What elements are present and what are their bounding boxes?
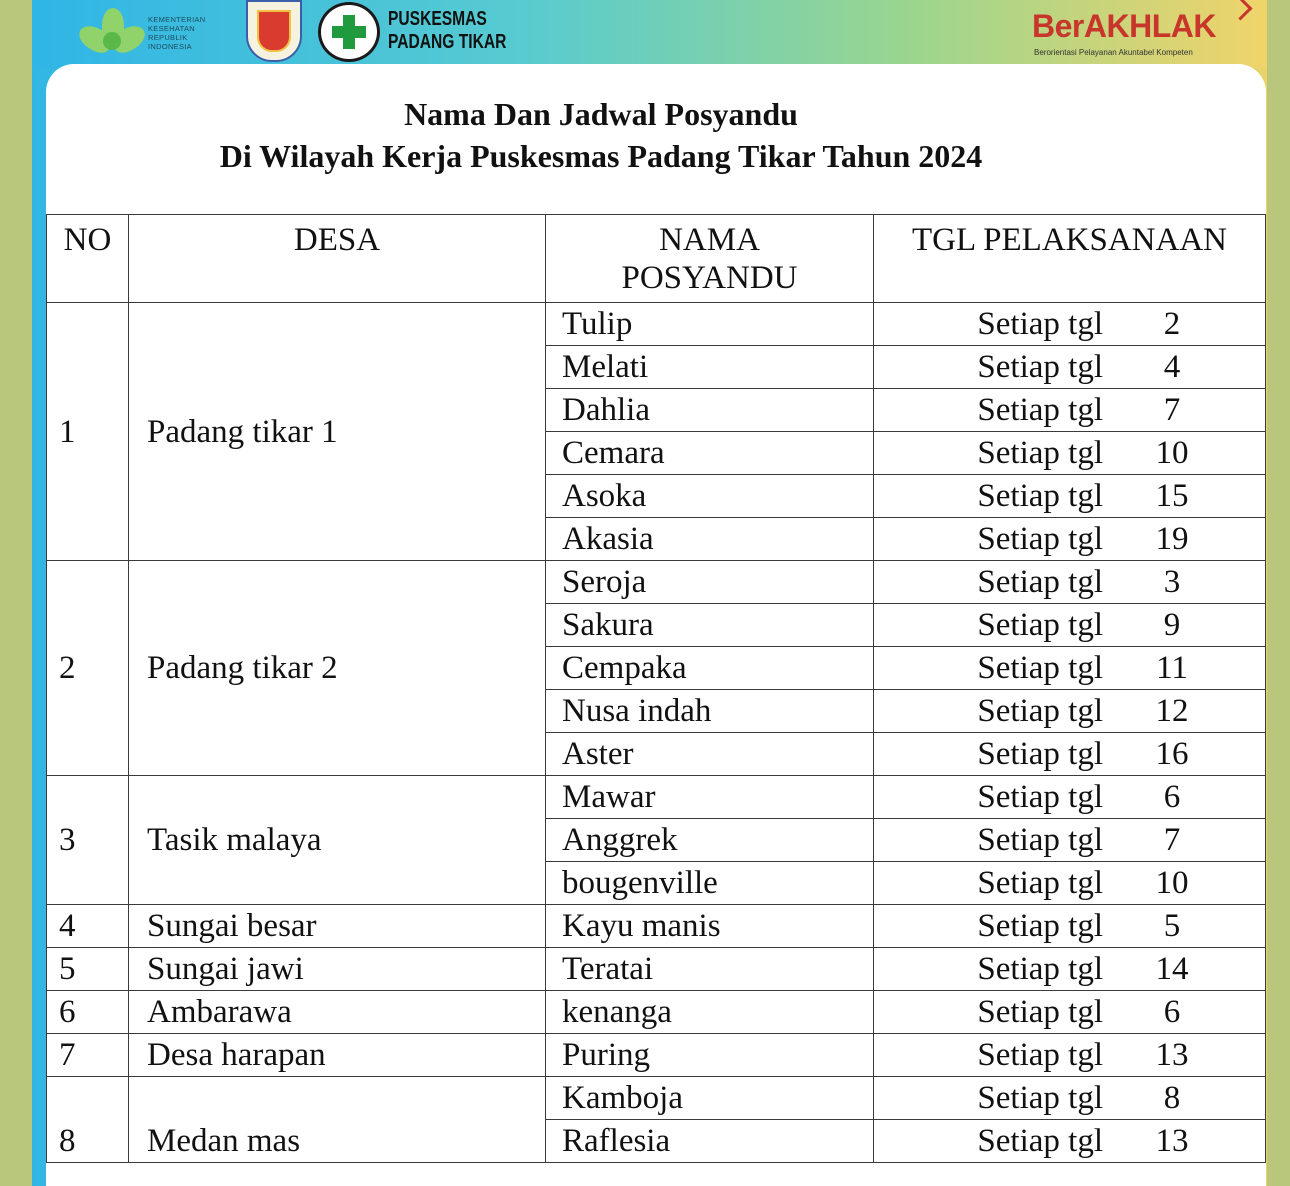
- cell-nama-posyandu: Cempaka: [546, 647, 874, 690]
- table-header-row: [47, 215, 1266, 303]
- schedule-day: 6: [1163, 779, 1181, 815]
- cell-tgl-pelaksanaan: [874, 905, 1266, 948]
- schedule-day: 13: [1155, 1123, 1189, 1159]
- table-row: [47, 303, 1266, 346]
- header-desa: DESA: [129, 215, 546, 303]
- cell-nama-posyandu: Mawar: [546, 776, 874, 819]
- cell-desa: Tasik malaya: [129, 776, 546, 905]
- puskesmas-cross-icon: [318, 2, 380, 62]
- cell-no: 4: [47, 905, 129, 948]
- cell-tgl-pelaksanaan: [874, 1034, 1266, 1077]
- cell-nama-posyandu: Kayu manis: [546, 905, 874, 948]
- schedule-label: Setiap tgl: [977, 1080, 1103, 1116]
- schedule-label: Setiap tgl: [977, 908, 1103, 944]
- cell-no: 2: [47, 561, 129, 776]
- cell-desa: Desa harapan: [129, 1034, 546, 1077]
- schedule-day: 3: [1163, 564, 1181, 600]
- table-row: [47, 948, 1266, 991]
- schedule-label: Setiap tgl: [977, 521, 1103, 557]
- kemenkes-text: [148, 15, 205, 51]
- schedule-day: 4: [1163, 349, 1181, 385]
- schedule-label: Setiap tgl: [977, 478, 1103, 514]
- cell-tgl-pelaksanaan: [874, 948, 1266, 991]
- cell-nama-posyandu: Puring: [546, 1034, 874, 1077]
- header-no: NO: [47, 215, 129, 303]
- table-body: [47, 303, 1266, 1163]
- berakhlak-logo: BerAKHLAK: [1032, 8, 1216, 44]
- cell-tgl-pelaksanaan: [874, 733, 1266, 776]
- document-title: Nama Dan Jadwal Posyandu: [404, 96, 798, 132]
- table-row: [47, 776, 1266, 819]
- schedule-label: Setiap tgl: [977, 650, 1103, 686]
- schedule-day: 16: [1155, 736, 1189, 772]
- cell-tgl-pelaksanaan: [874, 303, 1266, 346]
- schedule-day: 15: [1155, 478, 1189, 514]
- table-row: [47, 561, 1266, 604]
- cell-nama-posyandu: Aster: [546, 733, 874, 776]
- schedule-label: Setiap tgl: [977, 1123, 1103, 1159]
- header-nama-posyandu: [546, 215, 874, 303]
- cell-nama-posyandu: Anggrek: [546, 819, 874, 862]
- schedule-day: 11: [1156, 650, 1188, 686]
- kemenkes-line: KEMENTERIAN: [148, 15, 206, 24]
- kemenkes-line: REPUBLIK: [148, 33, 188, 42]
- posyandu-schedule-table: [46, 214, 1266, 1163]
- cell-no: 7: [47, 1034, 129, 1077]
- cell-tgl-pelaksanaan: [874, 518, 1266, 561]
- cell-desa: Medan mas: [129, 1077, 546, 1163]
- cell-tgl-pelaksanaan: [874, 432, 1266, 475]
- cell-nama-posyandu: Raflesia: [546, 1120, 874, 1163]
- schedule-day: 9: [1163, 607, 1181, 643]
- schedule-day: 14: [1155, 951, 1189, 987]
- cell-tgl-pelaksanaan: [874, 991, 1266, 1034]
- schedule-label: Setiap tgl: [977, 349, 1103, 385]
- schedule-label: Setiap tgl: [977, 564, 1103, 600]
- cell-tgl-pelaksanaan: [874, 346, 1266, 389]
- table-row: [47, 991, 1266, 1034]
- cell-no: 3: [47, 776, 129, 905]
- schedule-day: 7: [1163, 392, 1181, 428]
- kemenkes-logo: [84, 8, 205, 58]
- regency-crest-icon: [246, 0, 302, 62]
- document-subtitle: Di Wilayah Kerja Puskesmas Padang Tikar Tahun 2024: [219, 138, 983, 174]
- schedule-label: Setiap tgl: [977, 865, 1103, 901]
- cell-nama-posyandu: Asoka: [546, 475, 874, 518]
- schedule-day: 5: [1163, 908, 1181, 944]
- schedule-day: 8: [1163, 1080, 1181, 1116]
- kemenkes-emblem-icon: [84, 8, 140, 58]
- cell-nama-posyandu: Kamboja: [546, 1077, 874, 1120]
- schedule-day: 12: [1155, 693, 1189, 729]
- kemenkes-line: INDONESIA: [148, 42, 192, 51]
- cell-desa: Padang tikar 2: [129, 561, 546, 776]
- schedule-day: 10: [1155, 865, 1189, 901]
- schedule-label: Setiap tgl: [977, 994, 1103, 1030]
- schedule-label: Setiap tgl: [977, 392, 1103, 428]
- cell-no: 5: [47, 948, 129, 991]
- schedule-day: 2: [1163, 306, 1181, 342]
- cell-tgl-pelaksanaan: [874, 819, 1266, 862]
- cell-no: 8: [47, 1077, 129, 1163]
- cell-tgl-pelaksanaan: [874, 776, 1266, 819]
- schedule-day: 7: [1163, 822, 1181, 858]
- cell-no: 1: [47, 303, 129, 561]
- schedule-day: 19: [1155, 521, 1189, 557]
- cell-nama-posyandu: Tulip: [546, 303, 874, 346]
- schedule-label: Setiap tgl: [977, 736, 1103, 772]
- puskesmas-name-line: PUSKESMAS: [388, 8, 487, 30]
- cell-tgl-pelaksanaan: [874, 475, 1266, 518]
- cell-tgl-pelaksanaan: [874, 561, 1266, 604]
- puskesmas-name: [388, 8, 506, 54]
- cell-tgl-pelaksanaan: [874, 1077, 1266, 1120]
- schedule-label: Setiap tgl: [977, 693, 1103, 729]
- cell-nama-posyandu: Sakura: [546, 604, 874, 647]
- cell-nama-posyandu: bougenville: [546, 862, 874, 905]
- cell-tgl-pelaksanaan: [874, 389, 1266, 432]
- cell-tgl-pelaksanaan: [874, 862, 1266, 905]
- cell-desa: Sungai besar: [129, 905, 546, 948]
- cell-nama-posyandu: Teratai: [546, 948, 874, 991]
- schedule-label: Setiap tgl: [977, 435, 1103, 471]
- schedule-label: Setiap tgl: [977, 779, 1103, 815]
- cell-nama-posyandu: Nusa indah: [546, 690, 874, 733]
- header-nama-line: NAMA: [659, 222, 760, 258]
- schedule-label: Setiap tgl: [977, 822, 1103, 858]
- schedule-day: 6: [1163, 994, 1181, 1030]
- puskesmas-name-line: PADANG TIKAR: [388, 31, 507, 53]
- cell-desa: Sungai jawi: [129, 948, 546, 991]
- header-tgl-pelaksanaan: TGL PELAKSANAAN: [874, 215, 1266, 303]
- cell-nama-posyandu: Dahlia: [546, 389, 874, 432]
- cell-nama-posyandu: kenanga: [546, 991, 874, 1034]
- cell-desa: Ambarawa: [129, 991, 546, 1034]
- document-card: [46, 64, 1266, 1186]
- cell-nama-posyandu: Cemara: [546, 432, 874, 475]
- table-row: [47, 1077, 1266, 1120]
- schedule-label: Setiap tgl: [977, 1037, 1103, 1073]
- header-nama-line: POSYANDU: [621, 260, 798, 296]
- table-row: [47, 905, 1266, 948]
- berakhlak-tagline: Berorientasi Pelayanan Akuntabel Kompeten: [1034, 48, 1193, 57]
- cell-nama-posyandu: Seroja: [546, 561, 874, 604]
- schedule-day: 13: [1155, 1037, 1189, 1073]
- schedule-label: Setiap tgl: [977, 306, 1103, 342]
- cell-tgl-pelaksanaan: [874, 604, 1266, 647]
- schedule-day: 10: [1155, 435, 1189, 471]
- schedule-label: Setiap tgl: [977, 607, 1103, 643]
- schedule-label: Setiap tgl: [977, 951, 1103, 987]
- cell-tgl-pelaksanaan: [874, 1120, 1266, 1163]
- cell-tgl-pelaksanaan: [874, 690, 1266, 733]
- kemenkes-line: KESEHATAN: [148, 24, 196, 33]
- cell-desa: Padang tikar 1: [129, 303, 546, 561]
- cell-no: 6: [47, 991, 129, 1034]
- cell-tgl-pelaksanaan: [874, 647, 1266, 690]
- cell-nama-posyandu: Akasia: [546, 518, 874, 561]
- table-row: [47, 1034, 1266, 1077]
- cell-nama-posyandu: Melati: [546, 346, 874, 389]
